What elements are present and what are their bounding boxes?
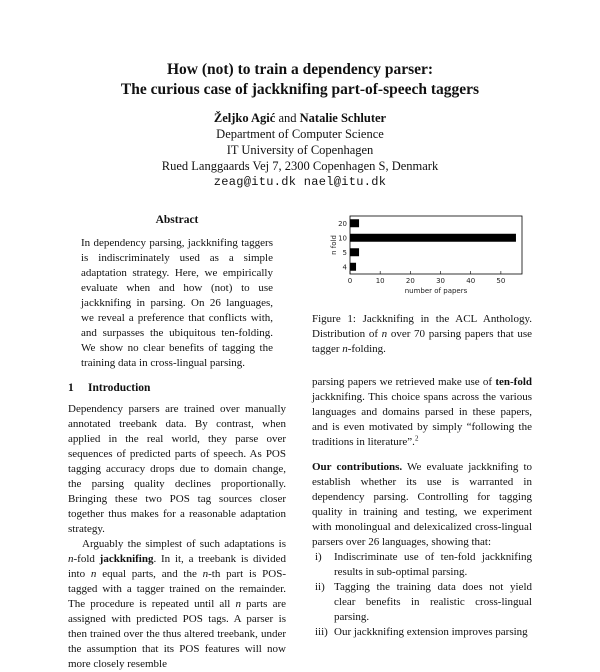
- affiliation-univ: IT University of Copenhagen: [226, 143, 374, 157]
- x-tick-label: 40: [466, 277, 476, 285]
- right-column-text: [312, 375, 532, 640]
- affiliation-dept: Department of Computer Science: [216, 127, 384, 141]
- x-tick-label: 20: [405, 277, 415, 285]
- title-line-1: How (not) to train a dependency parser:: [166, 61, 434, 78]
- math-n: n: [381, 328, 388, 340]
- left-column: [68, 213, 286, 672]
- x-tick-label: 30: [436, 277, 445, 285]
- y-tick-label: 20: [338, 219, 347, 228]
- math-n: n: [235, 598, 241, 610]
- paper-title: [0, 60, 600, 100]
- footnote-marker[interactable]: 2: [414, 434, 419, 443]
- x-tick-label: 10: [375, 277, 385, 285]
- section-title: Introduction: [88, 382, 151, 394]
- list-marker: i): [315, 551, 322, 563]
- y-tick-label: 10: [338, 234, 347, 243]
- plot-frame: [350, 216, 522, 274]
- section-number: 1: [68, 382, 74, 394]
- x-tick-label: 50: [496, 277, 506, 285]
- author-and: and: [278, 111, 297, 125]
- text-run: -folding.: [347, 343, 386, 355]
- author-emails: zeag@itu.dk nael@itu.dk: [213, 175, 387, 189]
- right-paragraph-1: [312, 375, 532, 450]
- bar-10: [350, 234, 516, 242]
- text-run: . In it, a treebank is divided into: [68, 553, 286, 580]
- affiliation-address: Rued Langgaards Vej 7, 2300 Copenhagen S, Denmark: [161, 159, 439, 173]
- jackknifing-bar-chart: [300, 212, 540, 302]
- term-jackknifing: jackknifing: [99, 553, 154, 565]
- list-marker: ii): [315, 581, 325, 593]
- x-tick-label: 0: [347, 277, 353, 285]
- abstract-text: In dependency parsing, jackknifing taggers is indiscriminately used as a simple adaptation strategy. Here, we empirically evaluate when and how (not) to use jackknifing in parsing. On 26 languages, we reveal a preference that conflicts with, and surpasses the ubiquitous ten-folding. We show no clear benefits of tagging the training data in cross-lingual parsing.: [81, 237, 273, 369]
- text-run: Arguably the simplest of such adaptations is: [82, 538, 286, 550]
- author-names: [0, 110, 600, 126]
- y-tick-label: 4: [342, 263, 347, 272]
- math-n: n: [342, 343, 348, 355]
- math-n: n: [90, 568, 97, 580]
- math-n: n: [68, 553, 74, 565]
- y-tick-label: 5: [342, 248, 347, 257]
- list-item-text: Tagging the training data does not yield clear benefits in realistic cross-lingual parsing.: [334, 581, 532, 623]
- x-axis-label: number of papers: [404, 287, 468, 295]
- list-marker: iii): [315, 626, 328, 638]
- text-run: We evaluate jackknifing to establish whether its use is warranted in dependency parsing. Controlling for tagging quality in training and testing, we experiment with monolingual and delexicalized cross-lingual parsers over 26 languages, showing that:: [312, 461, 532, 548]
- author-1: Željko Agić: [213, 111, 276, 125]
- contributions-heading: Our contributions.: [312, 461, 403, 473]
- contributions-list: [312, 550, 532, 640]
- text-run: -fold: [73, 553, 100, 565]
- list-item-text: Our jackknifing extension improves parsing: [334, 626, 528, 638]
- author-2: Natalie Schluter: [299, 111, 387, 125]
- author-block: [0, 110, 600, 190]
- intro-paragraph-1: Dependency parsers are trained over manually annotated treebank data. By contrast, when applied in the real world, they parse over sequences of predicted parts of speech. As POS tagging accuracy drops due to domain change, the parsing quality declines proportionally. Bringing these two POS tag sources closer together thus makes for a reasonable adaptation strategy.: [68, 403, 286, 535]
- list-item: [312, 550, 532, 580]
- intro-paragraph-2: [68, 537, 286, 672]
- title-line-2: The curious case of jackknifing part-of-speech taggers: [120, 81, 480, 98]
- math-n: n: [202, 568, 209, 580]
- list-item: [312, 625, 532, 640]
- text-run: equal parts, and the: [96, 568, 203, 580]
- list-item: [312, 580, 532, 625]
- section-heading-introduction: [68, 381, 286, 396]
- figure-caption: [312, 312, 532, 357]
- text-run: parsing papers we retrieved make use of: [312, 376, 496, 388]
- text-run: jackknifing. This choice spans across the various languages and domains parsed in these papers, and is even motivated by simply “following the traditions in literature”.: [312, 391, 532, 448]
- text-run: over 70 parsing papers that use tagger: [312, 328, 532, 355]
- list-item-text: Indiscriminate use of ten-fold jackknifing results in sub-optimal parsing.: [334, 551, 532, 578]
- text-run: -th part is POS-tagged with a tagger trained on the remainder. The procedure is repeated until all: [68, 568, 286, 610]
- y-axis-label: n fold: [330, 235, 338, 255]
- contributions-paragraph: [312, 460, 532, 550]
- abstract-heading: Abstract: [155, 214, 199, 226]
- text-run: parts are assigned with predicted POS tags. A parser is then trained over the thus altered treebank, under the assumption that its POS features will now more closely resemble: [68, 598, 286, 670]
- term-ten-fold: ten-fold: [495, 376, 532, 388]
- text-run: Figure 1: Jackknifing in the ACL Anthology. Distribution of: [312, 313, 532, 340]
